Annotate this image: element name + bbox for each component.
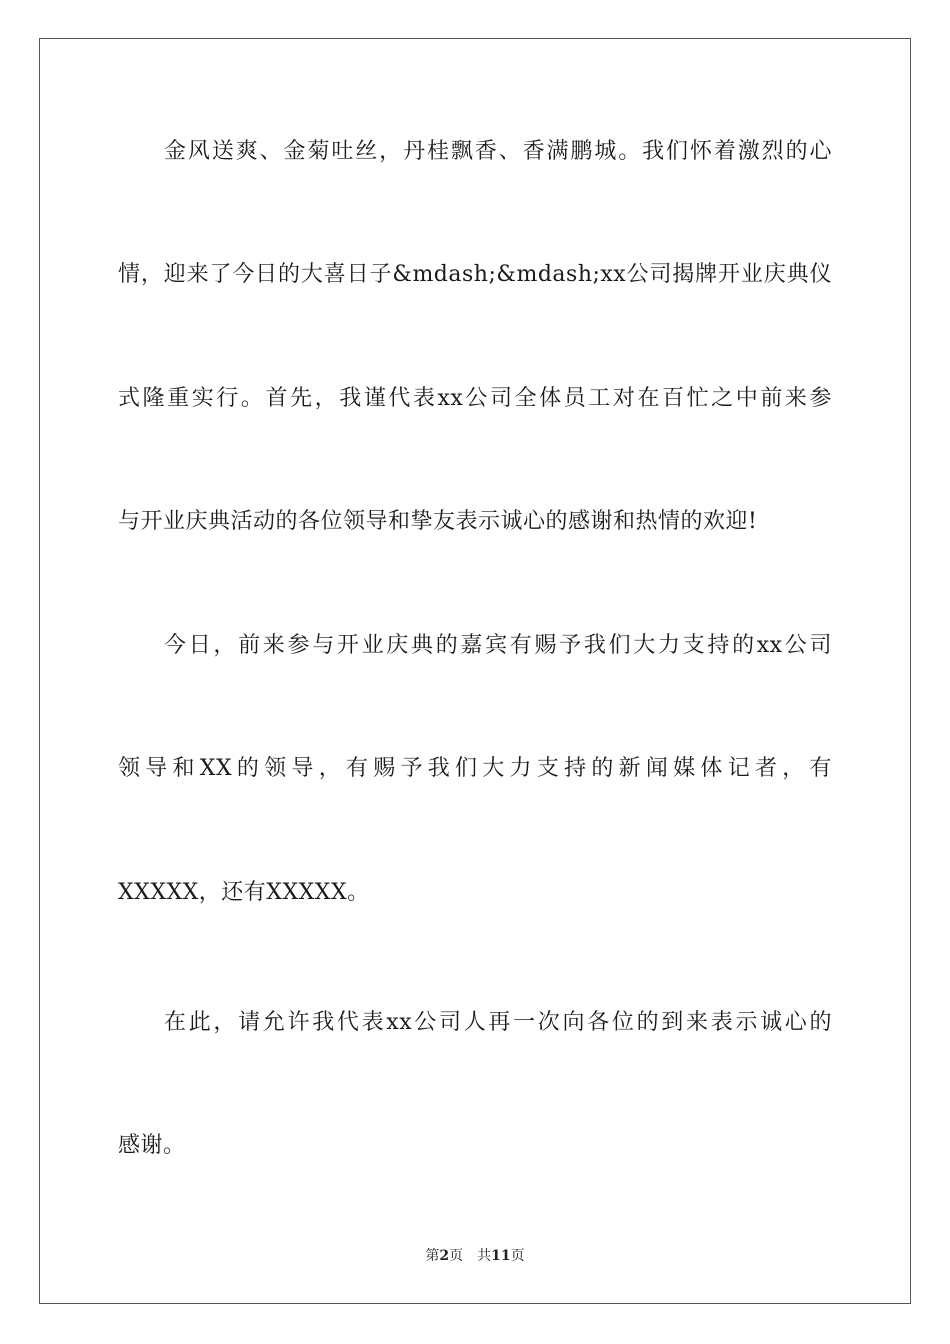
paragraph-1-line-2: 情，迎来了今日的大喜日子&mdash;&mdash;xx公司揭牌开业庆典仪 (118, 262, 832, 287)
page-prefix: 第 (425, 1248, 440, 1264)
paragraph-3-line-1: 在此，请允许我代表xx公司人再一次向各位的到来表示诚心的 (164, 1010, 832, 1035)
paragraph-1-line-3: 式隆重实行。首先，我谨代表xx公司全体员工对在百忙之中前来参 (118, 386, 832, 411)
page-suffix: 页 (449, 1248, 464, 1264)
paragraph-2-line-1: 今日，前来参与开业庆典的嘉宾有赐予我们大力支持的xx公司 (164, 633, 832, 658)
total-suffix: 页 (510, 1248, 525, 1264)
page-footer (0, 1247, 950, 1265)
paragraph-1-line-1: 金风送爽、金菊吐丝，丹桂飘香、香满鹏城。我们怀着激烈的心 (164, 139, 832, 164)
total-prefix: 共 (477, 1248, 492, 1264)
page-total-number: 11 (491, 1248, 511, 1264)
page-border (39, 38, 911, 1304)
paragraph-2-line-2: 领导和XX的领导，有赐予我们大力支持的新闻媒体记者，有 (118, 756, 832, 781)
paragraph-2-line-3: XXXXX，还有XXXXX。 (118, 880, 370, 905)
paragraph-1-line-4: 与开业庆典活动的各位领导和挚友表示诚心的感谢和热情的欢迎! (118, 509, 758, 534)
paragraph-3-line-2: 感谢。 (118, 1133, 186, 1158)
page-current-number: 2 (439, 1248, 450, 1264)
